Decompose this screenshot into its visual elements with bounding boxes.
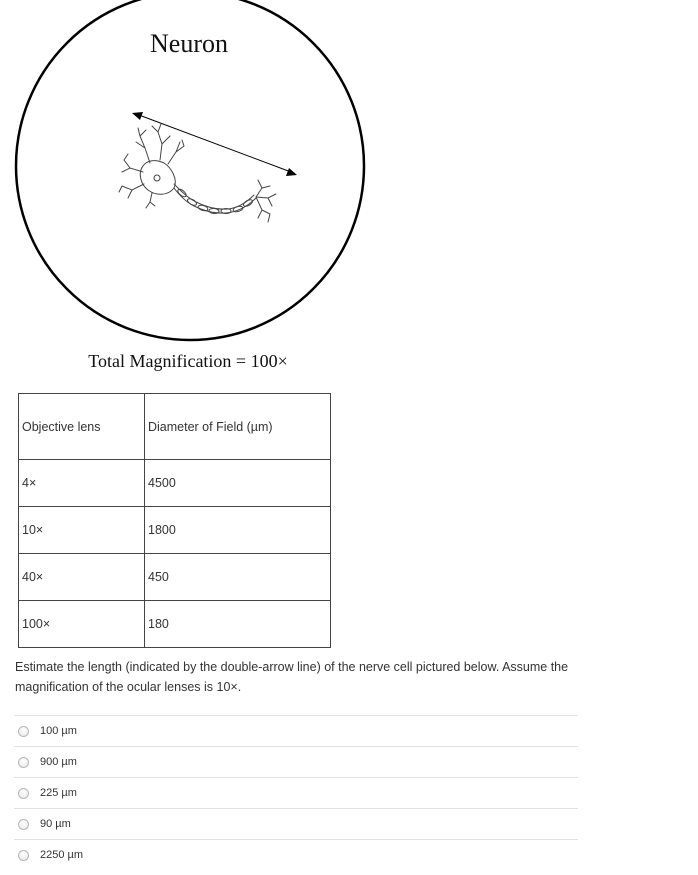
option-label: 90 µm (40, 818, 71, 830)
header-diameter-of-field: Diameter of Field (µm) (145, 394, 331, 460)
answer-option-2250[interactable] (14, 839, 578, 870)
magnification-table (18, 393, 331, 648)
objective-lens-cell: 40× (19, 554, 145, 601)
figure-title: Neuron (150, 29, 228, 58)
total-magnification-caption: Total Magnification = 100× (88, 351, 288, 371)
option-label: 2250 µm (40, 849, 84, 861)
radio-button[interactable] (18, 850, 29, 861)
answer-option-225[interactable] (14, 777, 578, 808)
radio-button[interactable] (18, 788, 29, 799)
table-row (19, 554, 331, 601)
neuron-microscope-figure (0, 0, 380, 380)
objective-lens-cell: 10× (19, 507, 145, 554)
objective-lens-cell: 100× (19, 601, 145, 648)
radio-button[interactable] (18, 726, 29, 737)
table-row (19, 601, 331, 648)
diameter-cell: 4500 (145, 460, 331, 507)
table-row (19, 460, 331, 507)
question-text: Estimate the length (indicated by the double-arrow line) of the nerve cell pictured below. Assume the magnification of the ocular lenses is 10×. (15, 660, 569, 694)
table-header-row (19, 394, 331, 460)
length-arrow (132, 112, 297, 176)
header-objective-lens: Objective lens (19, 394, 145, 460)
answer-option-90[interactable] (14, 808, 578, 839)
diameter-cell: 1800 (145, 507, 331, 554)
diameter-cell: 450 (145, 554, 331, 601)
option-label: 225 µm (40, 787, 77, 799)
option-label: 100 µm (40, 725, 77, 737)
neuron-drawing (119, 124, 276, 222)
answer-option-100[interactable] (14, 715, 578, 746)
table-row (19, 507, 331, 554)
answer-option-900[interactable] (14, 746, 578, 777)
radio-button[interactable] (18, 819, 29, 830)
diameter-cell: 180 (145, 601, 331, 648)
objective-lens-cell: 4× (19, 460, 145, 507)
option-label: 900 µm (40, 756, 77, 768)
answer-options (14, 715, 578, 870)
radio-button[interactable] (18, 757, 29, 768)
